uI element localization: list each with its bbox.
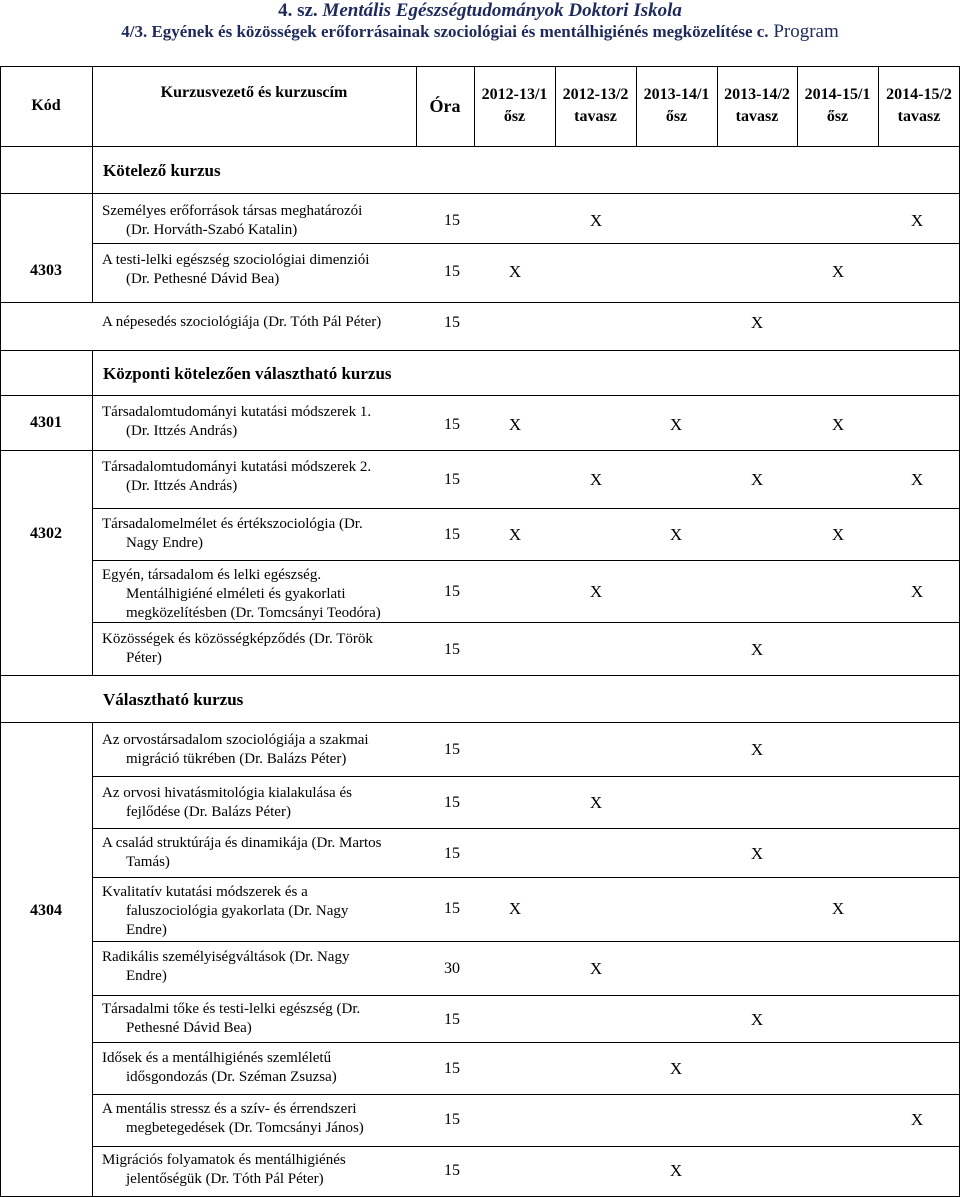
course-title-line: megközelítésben (Dr. Tomcsányi Teodóra) bbox=[126, 605, 381, 621]
course-hours: 15 bbox=[444, 845, 460, 862]
section-kotelezo: Kötelező kurzus bbox=[103, 161, 221, 180]
semester-mark: X bbox=[589, 470, 603, 489]
semester-mark: X bbox=[831, 525, 845, 544]
course-title-line: Közösségek és közösségképződés (Dr. Török bbox=[102, 631, 373, 647]
course-hours: 15 bbox=[444, 583, 460, 600]
course-hours: 30 bbox=[444, 960, 460, 977]
course-title-line: Tamás) bbox=[126, 854, 170, 870]
semester-mark: X bbox=[831, 262, 845, 281]
section-kozponti: Központi kötelezően választható kurzus bbox=[103, 364, 392, 383]
course-title-line: (Dr. Horváth-Szabó Katalin) bbox=[126, 222, 298, 238]
course-title-line: Endre) bbox=[126, 968, 167, 984]
semester-mark: X bbox=[669, 1059, 683, 1078]
semester-mark: X bbox=[669, 1161, 683, 1180]
semester-mark: X bbox=[750, 640, 764, 659]
course-title-line: (Dr. Pethesné Dávid Bea) bbox=[126, 271, 280, 287]
section-valaszthato: Választható kurzus bbox=[103, 690, 244, 709]
header-kod: Kód bbox=[31, 97, 61, 114]
course-code-4302: 4302 bbox=[30, 525, 62, 542]
course-title-line: Egyén, társadalom és lelki egészség. bbox=[102, 567, 322, 583]
course-title-line: Migrációs folyamatok és mentálhigiénés bbox=[102, 1152, 346, 1168]
course-title-line: Endre) bbox=[126, 922, 167, 938]
semester-mark: X bbox=[910, 211, 924, 230]
course-hours: 15 bbox=[444, 471, 460, 488]
course-title-line: Az orvostársadalom szociológiája a szakmai bbox=[102, 732, 369, 748]
semester-mark: X bbox=[750, 844, 764, 863]
course-hours: 15 bbox=[444, 641, 460, 658]
semester-mark: X bbox=[750, 313, 764, 332]
course-title-line: Kvalitatív kutatási módszerek és a bbox=[102, 884, 308, 900]
semester-mark: X bbox=[750, 470, 764, 489]
course-hours: 15 bbox=[444, 1162, 460, 1179]
course-title-line: Nagy Endre) bbox=[126, 535, 204, 551]
course-hours: 15 bbox=[444, 263, 460, 280]
header-semester-6: 2014-15/2 tavasz bbox=[886, 86, 952, 125]
course-title-line: jelentőségük (Dr. Tóth Pál Péter) bbox=[126, 1171, 324, 1187]
title-prefix: 4. sz. bbox=[278, 0, 323, 21]
semester-mark: X bbox=[669, 525, 683, 544]
course-title-line: A család struktúrája és dinamikája (Dr. Martos bbox=[102, 835, 382, 851]
semester-mark: X bbox=[589, 793, 603, 812]
header-ora: Óra bbox=[429, 96, 461, 116]
semester-mark: X bbox=[508, 262, 522, 281]
course-hours: 15 bbox=[444, 416, 460, 433]
course-hours: 15 bbox=[444, 1011, 460, 1028]
course-title-line: A mentális stressz és a szív- és érrendszeri bbox=[102, 1101, 357, 1117]
header-kurzus: Kurzusvezető és kurzuscím bbox=[160, 84, 348, 101]
subtitle-program-word: Program bbox=[768, 21, 839, 42]
course-title-line: Mentálhigiéné elméleti és gyakorlati bbox=[126, 586, 346, 602]
course-hours: 15 bbox=[444, 1111, 460, 1128]
header-semester-2: 2012-13/2 tavasz bbox=[562, 86, 629, 125]
course-title-line: Személyes erőforrások társas meghatározói bbox=[102, 203, 363, 219]
header-semester-3: 2013-14/1 ősz bbox=[643, 86, 710, 125]
semester-mark: X bbox=[589, 582, 603, 601]
title-school: Mentális Egészségtudományok Doktori Iskola bbox=[322, 0, 682, 21]
header-semester-1: 2012-13/1 ősz bbox=[481, 86, 548, 125]
subtitle-program-name: 4/3. Egyének és közösségek erőforrásainak szociológiai és mentálhigiénés megközelítése c. bbox=[121, 22, 769, 41]
course-code-4301: 4301 bbox=[30, 414, 62, 431]
course-title-line: fejlődése (Dr. Balázs Péter) bbox=[126, 804, 291, 820]
semester-mark: X bbox=[750, 1010, 764, 1029]
course-title-line: A testi-lelki egészség szociológiai dimenziói bbox=[102, 252, 370, 268]
course-hours: 15 bbox=[444, 526, 460, 543]
course-title-line: Pethesné Dávid Bea) bbox=[126, 1020, 252, 1036]
course-title-line: Társadalomelmélet és értékszociológia (Dr. bbox=[102, 516, 363, 532]
course-code-4303: 4303 bbox=[30, 262, 62, 279]
semester-mark: X bbox=[750, 740, 764, 759]
semester-mark: X bbox=[589, 959, 603, 978]
semester-mark: X bbox=[669, 415, 683, 434]
semester-mark: X bbox=[831, 899, 845, 918]
course-hours: 15 bbox=[444, 794, 460, 811]
course-hours: 15 bbox=[444, 741, 460, 758]
course-hours: 15 bbox=[444, 212, 460, 229]
course-title-line: (Dr. Ittzés András) bbox=[126, 478, 238, 494]
course-title-line: Radikális személyiségváltások (Dr. Nagy bbox=[102, 949, 350, 965]
course-title-line: (Dr. Ittzés András) bbox=[126, 423, 238, 439]
course-title-line: Az orvosi hivatásmitológia kialakulása és bbox=[102, 785, 352, 801]
course-title-line: megbetegedések (Dr. Tomcsányi János) bbox=[126, 1120, 364, 1136]
course-title-line: faluszociológia gyakorlata (Dr. Nagy bbox=[126, 903, 349, 919]
semester-mark: X bbox=[910, 1110, 924, 1129]
header-semester-4: 2013-14/2 tavasz bbox=[724, 86, 790, 125]
semester-mark: X bbox=[589, 211, 603, 230]
semester-mark: X bbox=[508, 525, 522, 544]
course-title-line: Idősek és a mentálhigiénés szemléletű bbox=[102, 1050, 332, 1066]
course-hours: 15 bbox=[444, 314, 460, 331]
course-hours: 15 bbox=[444, 1060, 460, 1077]
semester-mark: X bbox=[508, 415, 522, 434]
semester-mark: X bbox=[508, 899, 522, 918]
semester-mark: X bbox=[910, 470, 924, 489]
header-semester-5: 2014-15/1 ősz bbox=[804, 86, 871, 125]
course-title-line: Társadalmi tőke és testi-lelki egészség (Dr. bbox=[102, 1001, 361, 1017]
course-title-line: Péter) bbox=[126, 650, 162, 666]
course-title-line: A népesedés szociológiája (Dr. Tóth Pál Péter) bbox=[102, 314, 382, 330]
course-title-line: Társadalomtudományi kutatási módszerek 1. bbox=[102, 404, 372, 420]
semester-mark: X bbox=[831, 415, 845, 434]
course-title-line: migráció tükrében (Dr. Balázs Péter) bbox=[126, 751, 347, 767]
course-code-4304: 4304 bbox=[30, 902, 62, 919]
semester-mark: X bbox=[910, 582, 924, 601]
course-title-line: Társadalomtudományi kutatási módszerek 2. bbox=[102, 459, 372, 475]
course-hours: 15 bbox=[444, 900, 460, 917]
course-title-line: idősgondozás (Dr. Széman Zsuzsa) bbox=[126, 1069, 337, 1085]
